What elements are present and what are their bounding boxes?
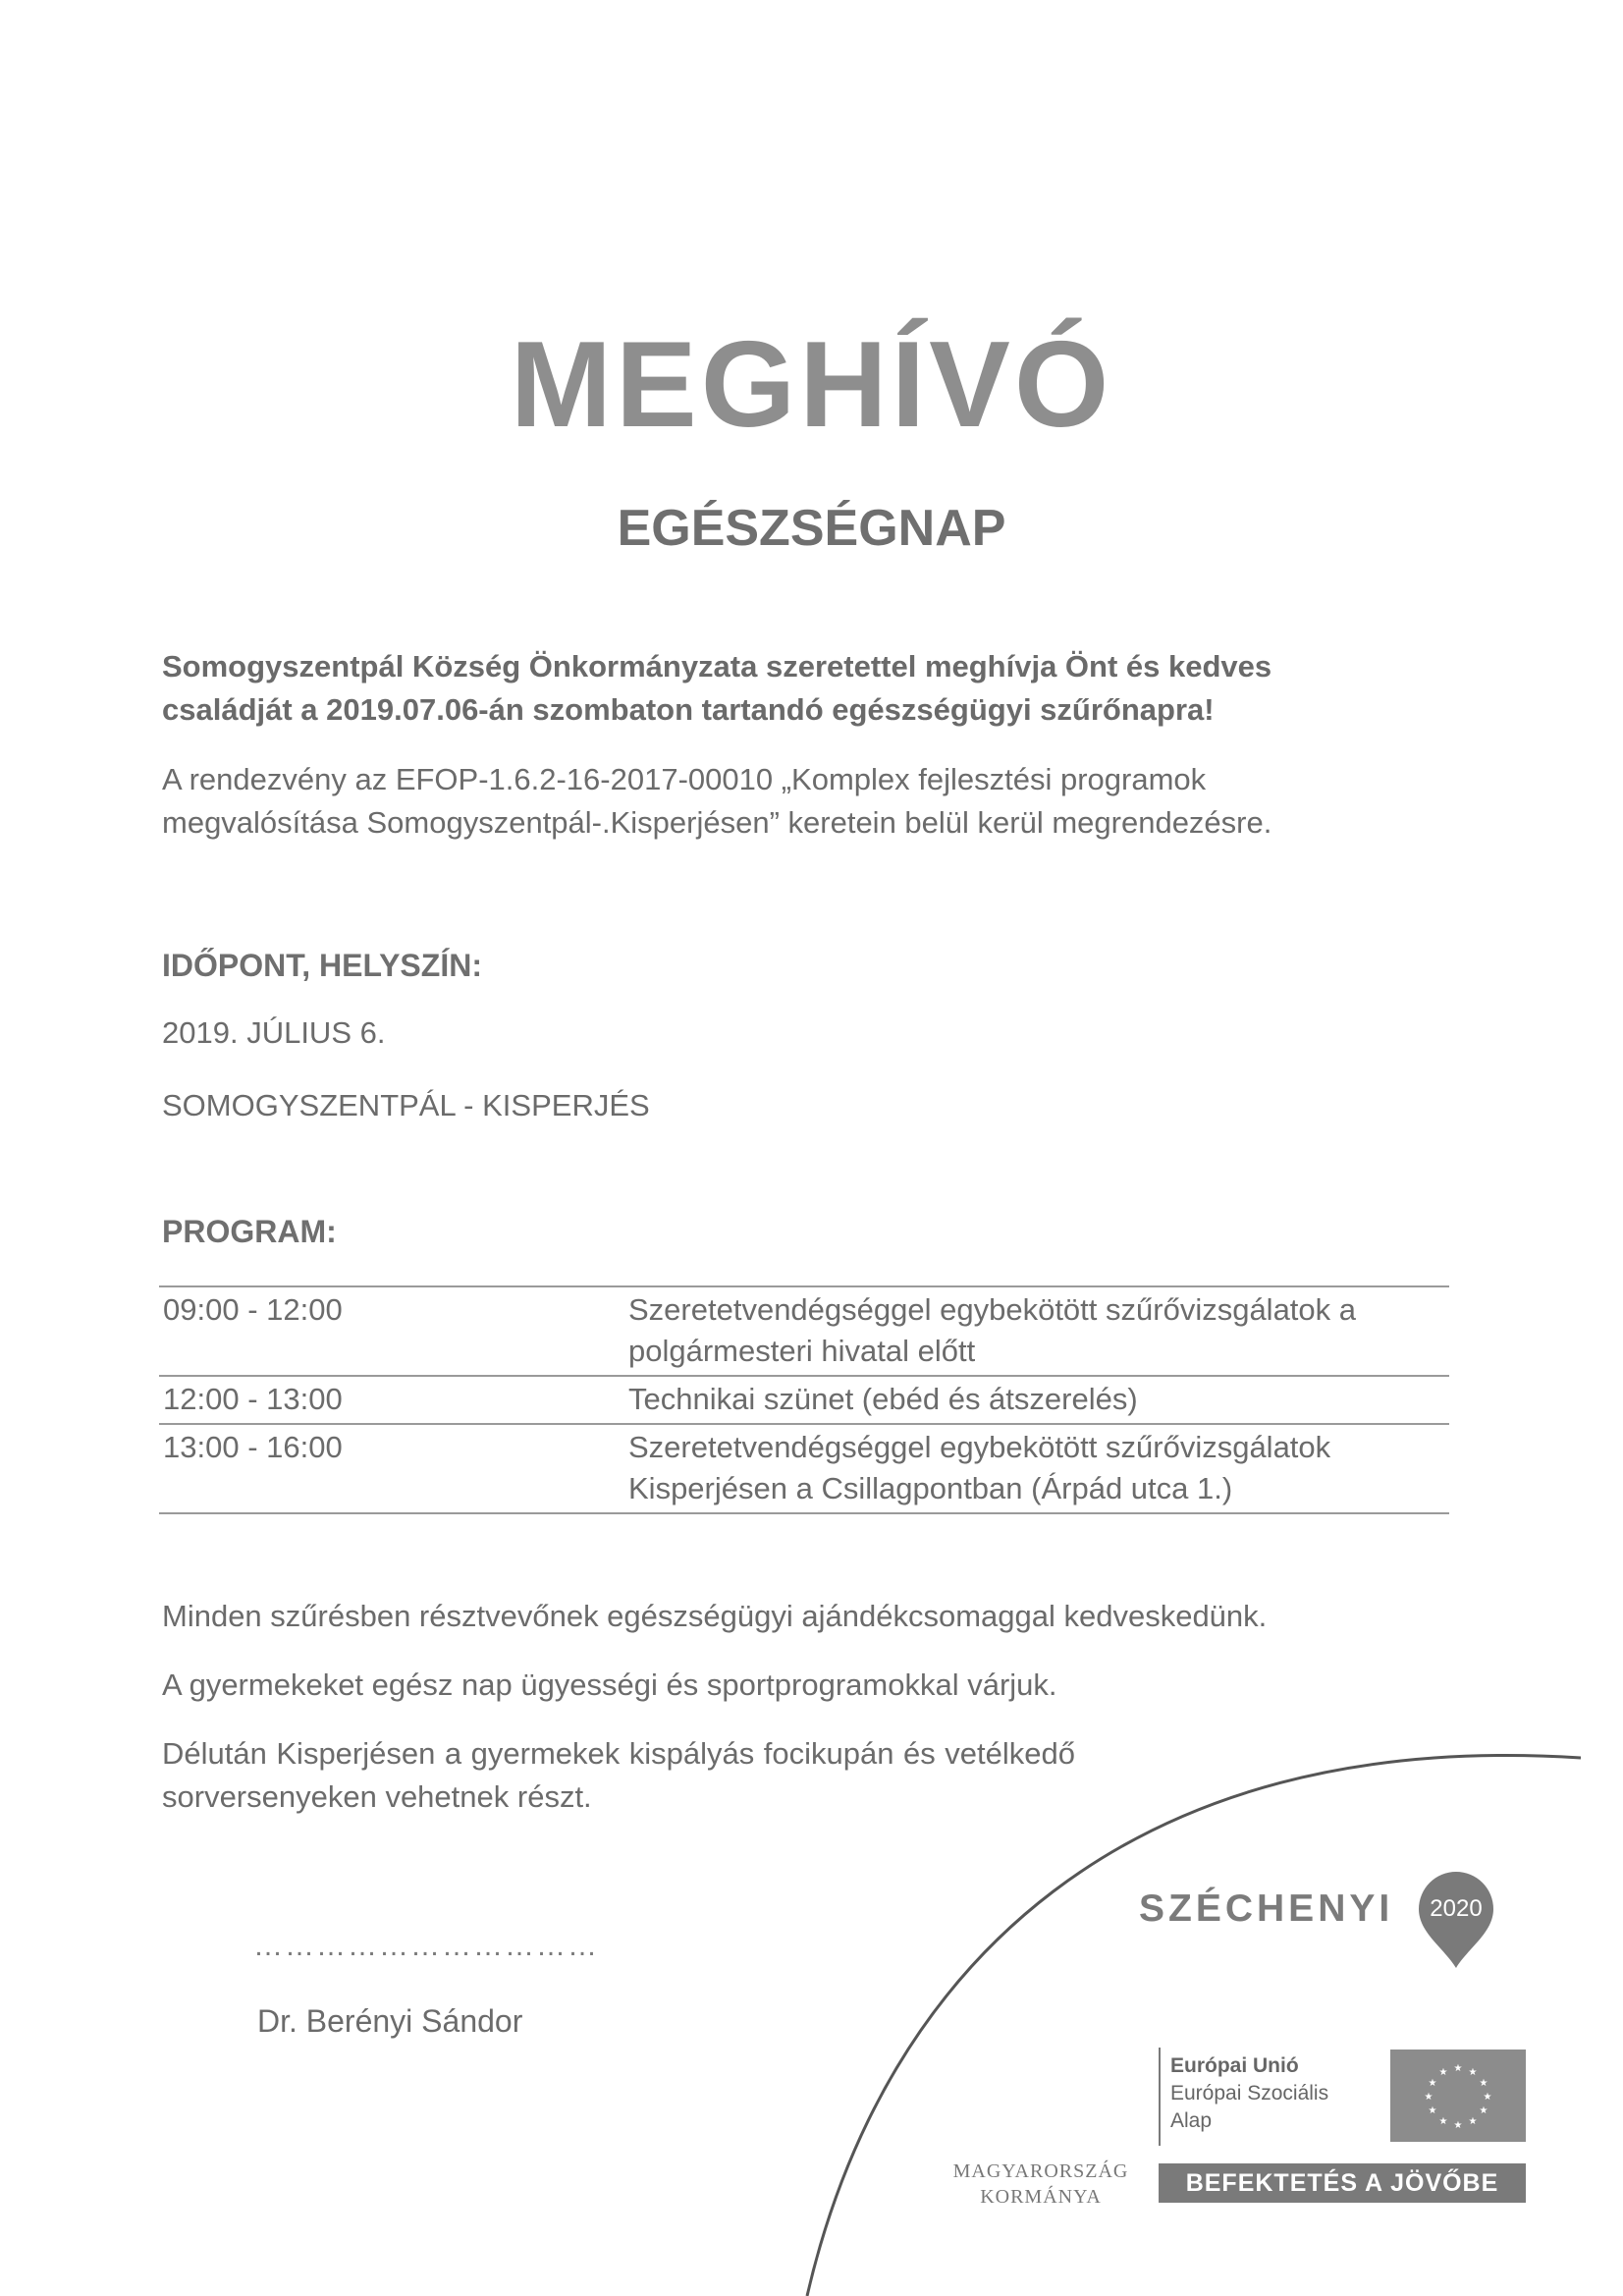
page-title: MEGHÍVÓ xyxy=(510,317,1113,453)
eu-text-3: Alap xyxy=(1170,2109,1213,2132)
svg-text:★: ★ xyxy=(1468,2067,1478,2078)
eu-text-1: Európai Unió xyxy=(1170,2054,1299,2077)
program-heading: PROGRAM: xyxy=(162,1214,337,1249)
eu-flag-icon xyxy=(1390,2050,1526,2142)
szechenyi-year: 2020 xyxy=(1430,1895,1483,1922)
intro-line-2: családját a 2019.07.06-án szombaton tartandó egészségügyi szűrőnapra! xyxy=(162,692,1215,727)
svg-text:★: ★ xyxy=(1479,2078,1488,2089)
svg-text:★: ★ xyxy=(1468,2116,1478,2127)
program-activity: Technikai szünet (ebéd és átszerelés) xyxy=(624,1376,1449,1424)
svg-text:★: ★ xyxy=(1453,2063,1463,2074)
svg-text:★: ★ xyxy=(1479,2105,1488,2116)
svg-text:★: ★ xyxy=(1428,2078,1437,2089)
gift-text: Minden szűrésben résztvevőnek egészségügyi ajándékcsomaggal kedveskedünk. xyxy=(162,1599,1268,1633)
signature-line: …………………………… xyxy=(253,1930,599,1962)
svg-text:★: ★ xyxy=(1438,2116,1448,2127)
project-line-2: megvalósítása Somogyszentpál-.Kisperjésen” keretein belül kerül megrendezésre. xyxy=(162,805,1272,840)
program-time: 12:00 - 13:00 xyxy=(159,1376,624,1424)
table-row xyxy=(159,1424,1449,1513)
gov-text-1: MAGYARORSZÁG xyxy=(952,2160,1129,2182)
event-place: SOMOGYSZENTPÁL - KISPERJÉS xyxy=(162,1088,650,1122)
program-activity: Szeretetvendégséggel egybekötött szűrővizsgálatok Kisperjésen a Csillagpontban (Árpád utca 1.) xyxy=(624,1424,1449,1513)
program-table xyxy=(159,1285,1449,1514)
table-row xyxy=(159,1286,1449,1376)
svg-text:★: ★ xyxy=(1428,2105,1437,2116)
eu-banner: BEFEKTETÉS A JÖVŐBE xyxy=(1159,2163,1526,2203)
page-subtitle: EGÉSZSÉGNAP xyxy=(617,500,1006,557)
eu-text-2: Európai Szociális xyxy=(1170,2082,1329,2105)
event-date: 2019. JÚLIUS 6. xyxy=(162,1015,386,1050)
time-place-heading: IDŐPONT, HELYSZÍN: xyxy=(162,948,482,983)
svg-text:★: ★ xyxy=(1483,2092,1492,2103)
kids-text: A gyermekeket egész nap ügyességi és sportprogramokkal várjuk. xyxy=(162,1667,1057,1702)
program-activity: Szeretetvendégséggel egybekötött szűrővizsgálatok a polgármesteri hivatal előtt xyxy=(624,1286,1449,1376)
svg-text:★: ★ xyxy=(1453,2120,1463,2131)
svg-text:★: ★ xyxy=(1424,2092,1434,2103)
svg-text:★: ★ xyxy=(1438,2067,1448,2078)
signer-name: Dr. Berényi Sándor xyxy=(257,2003,523,2039)
gov-text-2: KORMÁNYA xyxy=(980,2186,1102,2208)
program-time: 09:00 - 12:00 xyxy=(159,1286,624,1376)
szechenyi-logo-text: SZÉCHENYI xyxy=(1139,1887,1394,1930)
project-line-1: A rendezvény az EFOP-1.6.2-16-2017-00010 „Komplex fejlesztési programok xyxy=(162,762,1207,796)
intro-line-1: Somogyszentpál Község Önkormányzata szeretettel meghívja Önt és kedves xyxy=(162,649,1272,683)
afternoon-text: Délután Kisperjésen a gyermekek kispályás focikupán és vetélkedő sorversenyeken vehetnek részt. xyxy=(162,1736,1075,1814)
program-time: 13:00 - 16:00 xyxy=(159,1424,624,1513)
table-row xyxy=(159,1376,1449,1424)
